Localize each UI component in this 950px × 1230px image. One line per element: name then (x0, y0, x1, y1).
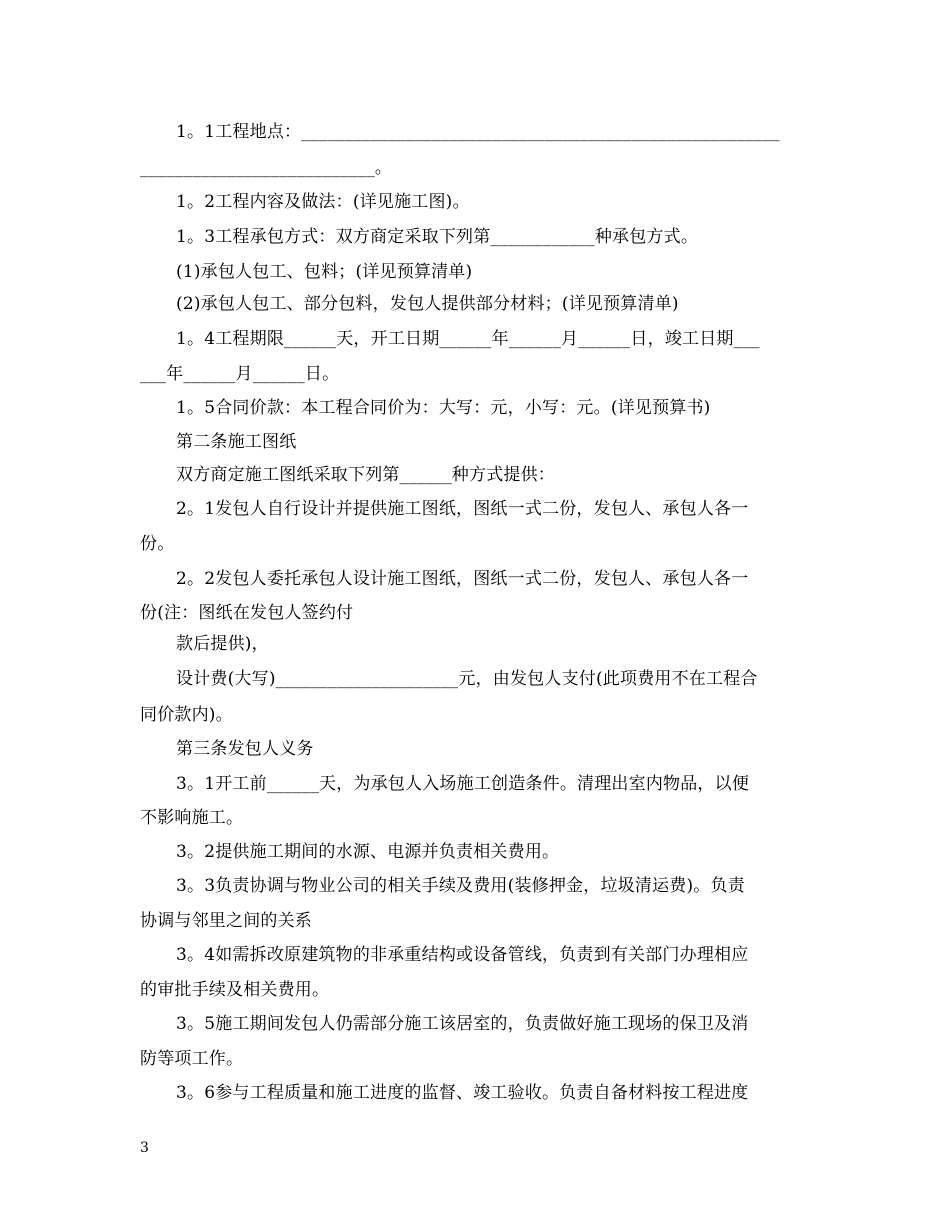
text-line-15: 份(注：图纸在发包人签约付 (140, 603, 354, 623)
text-line-16: 款后提供)， (176, 634, 269, 654)
text-line-18: 同价款内)。 (140, 705, 233, 725)
text-line-13: 份。 (140, 534, 175, 554)
text-line-9: 1。5合同价款：本工程合同价为：大写：元，小写：元。(详见预算书) (176, 398, 711, 418)
section-heading-2: 第二条施工图纸 (176, 432, 297, 452)
text-line-24: 协调与邻里之间的关系 (140, 911, 312, 931)
text-line-21: 不影响施工。 (140, 808, 244, 828)
text-line-14: 2。2发包人委托承包人设计施工图纸，图纸一式二份，发包人、承包人各一 (176, 569, 749, 589)
text-line-7: 1。4工程期限______天，开工日期______年______月______日，竣工日期___ (176, 329, 760, 349)
text-line-1: 1。1工程地点：_______________________________________________________ (176, 122, 780, 142)
text-line-25: 3。4如需拆改原建筑物的非承重结构或设备管线，负责到有关部门办理相应 (176, 945, 749, 965)
text-line-29: 3。6参与工程质量和施工进度的监督、竣工验收。负责自备材料按工程进度 (176, 1083, 749, 1103)
text-line-20: 3。1开工前______天，为承包人入场施工创造条件。清理出室内物品，以便 (176, 774, 750, 794)
text-line-11: 双方商定施工图纸采取下列第______种方式提供： (176, 465, 555, 485)
section-heading-3: 第三条发包人义务 (176, 739, 314, 759)
text-line-3: 1。2工程内容及做法：(详见施工图)。 (176, 192, 470, 212)
text-line-6: (2)承包人包工、部分包料，发包人提供部分材料；(详见预算清单) (176, 294, 679, 314)
text-line-4: 1。3工程承包方式：双方商定采取下列第____________种承包方式。 (176, 227, 699, 247)
text-line-12: 2。1发包人自行设计并提供施工图纸，图纸一式二份，发包人、承包人各一 (176, 499, 749, 519)
text-line-23: 3。3负责协调与物业公司的相关手续及费用(装修押金，垃圾清运费)。负责 (176, 876, 745, 896)
text-line-8: ___年______月______日。 (140, 364, 340, 384)
text-line-27: 3。5施工期间发包人仍需部分施工该居室的，负责做好施工现场的保卫及消 (176, 1014, 749, 1034)
text-line-26: 的审批手续及相关费用。 (140, 980, 330, 1000)
text-line-22: 3。2提供施工期间的水源、电源并负责相关费用。 (176, 842, 560, 862)
text-line-28: 防等项工作。 (140, 1049, 244, 1069)
text-line-17: 设计费(大写)_____________________元，由发包人支付(此项费用不在工程合 (176, 669, 758, 689)
page-number: 3 (140, 1140, 149, 1156)
text-line-5: (1)承包人包工、包料；(详见预算清单) (176, 262, 473, 282)
text-line-2: ___________________________。 (140, 158, 393, 178)
